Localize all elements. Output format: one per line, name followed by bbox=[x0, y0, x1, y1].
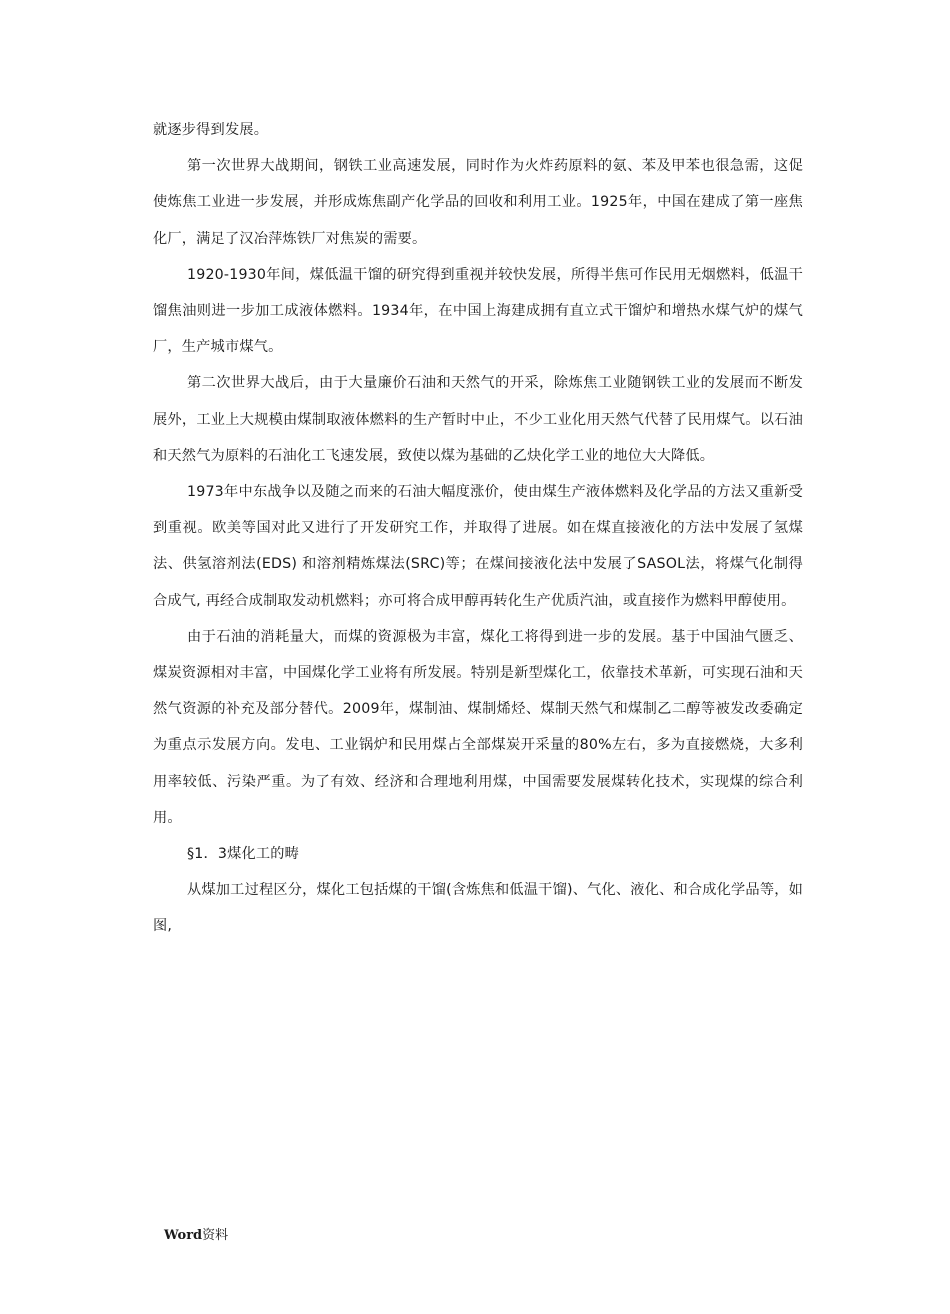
section-heading: §1．3煤化工的畴 bbox=[187, 846, 300, 863]
paragraph-wwii: 第二次世界大战后，由于大量廉价石油和天然气的开采，除炼焦工业随钢铁工业的发展而不断发展外，工业上大规模由煤制取液体燃料的生产暂时中止，不少工业化用天然气代替了民用煤气。以石油和天然气为原料的石油化工飞速发展，致使以煤为基础的乙炔化学工业的地位大大降低。 bbox=[153, 375, 803, 464]
paragraph-scope: 从煤加工过程区分，煤化工包括煤的干馏(含炼焦和低温干馏)、气化、液化、和合成化学品等，如图, bbox=[153, 882, 803, 935]
paragraph-outlook: 由于石油的消耗量大，而煤的资源极为丰富，煤化工将得到进一步的发展。基于中国油气匮乏、煤炭资源相对丰富，中国煤化学工业将有所发展。特别是新型煤化工，依靠技术革新，可实现石油和天然气资源的补充及部分替代。2009年，煤制油、煤制烯烃、煤制天然气和煤制乙二醇等被发改委确定为重点示发展方向。发电、工业锅炉和民用煤占全部煤炭开采量的80%左右，多为直接燃烧，大多利用率较低、污染严重。为了有效、经济和合理地利用煤，中国需要发展煤转化技术，实现煤的综合利用。 bbox=[153, 628, 803, 826]
footer-word-label: Word bbox=[164, 1228, 203, 1243]
document-body bbox=[153, 112, 803, 945]
paragraph-1920-1930: 1920-1930年间，煤低温干馏的研究得到重视并较快发展，所得半焦可作民用无烟燃料，低温干馏焦油则进一步加工成液体燃料。1934年，在中国上海建成拥有直立式干馏炉和增热水煤气炉的煤气厂，生产城市煤气。 bbox=[153, 266, 803, 356]
page-footer bbox=[164, 1227, 234, 1244]
paragraph-1973: 1973年中东战争以及随之而来的石油大幅度涨价，使由煤生产液体燃料及化学品的方法又重新受到重视。欧美等国对此又进行了开发研究工作，并取得了进展。如在煤直接液化的方法中发展了氢煤法、供氢溶剂法(EDS) 和溶剂精炼煤法(SRC)等；在煤间接液化法中发展了SASOL法，将煤气化制得合成气, 再经合成制取发动机燃料；亦可将合成甲醇再转化生产优质汽油，或直接作为燃料甲醇使用。 bbox=[153, 484, 803, 609]
paragraph-continuation: 就逐步得到发展。 bbox=[153, 122, 269, 138]
footer-suffix: 资料 bbox=[202, 1228, 229, 1243]
paragraph-wwi: 第一次世界大战期间，钢铁工业高速发展，同时作为火炸药原料的氨、苯及甲苯也很急需，这促使炼焦工业进一步发展，并形成炼焦副产化学品的回收和利用工业。1925年，中国在建成了第一座焦化厂，满足了汉冶萍炼铁厂对焦炭的需要。 bbox=[153, 158, 803, 247]
